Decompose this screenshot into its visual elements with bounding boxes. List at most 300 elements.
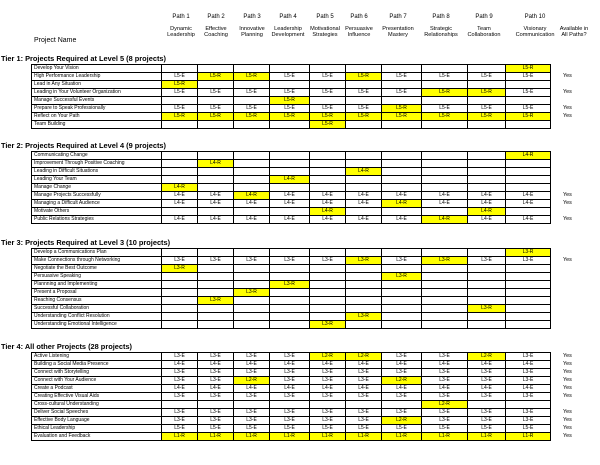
path-cell	[468, 65, 506, 73]
path-cell	[468, 401, 506, 409]
path-cell	[382, 121, 422, 129]
path-cell: L3-E	[422, 353, 468, 361]
path-cell	[198, 313, 234, 321]
path-cell: L3-R	[506, 249, 551, 257]
path-cell: L4-R	[382, 200, 422, 208]
path-cell	[234, 97, 270, 105]
path-cell: L4-E	[310, 192, 346, 200]
column-path-label: Path 5	[316, 14, 334, 20]
path-cell	[468, 321, 506, 329]
path-cell: L4-E	[162, 216, 198, 224]
column-path-label: Path 1	[172, 14, 190, 20]
path-cell: L5-E	[506, 73, 551, 81]
path-cell: L3-E	[346, 393, 382, 401]
path-cell: L5-E	[382, 89, 422, 97]
path-cell: L3-E	[162, 369, 198, 377]
column-path-name: Strategic	[429, 25, 453, 32]
column-path-label	[552, 14, 596, 21]
path-cell: L4-E	[270, 216, 310, 224]
project-name-cell: Cross-cultural Understanding	[32, 401, 162, 409]
project-name-cell: Develop Your Vision	[32, 65, 162, 73]
path-cell: L3-E	[468, 393, 506, 401]
path-cell	[270, 297, 310, 305]
project-name-cell: Manage Successful Events	[32, 97, 162, 105]
path-cell: L4-R	[310, 208, 346, 216]
path-cell: L4-E	[234, 200, 270, 208]
path-cell: L5-R	[270, 113, 310, 121]
path-cell: L5-R	[468, 113, 506, 121]
table-row	[32, 321, 551, 329]
path-cell	[422, 65, 468, 73]
path-cell: L4-E	[198, 385, 234, 393]
path-cell	[234, 65, 270, 73]
path-cell: L5-R	[198, 73, 234, 81]
path-cell: L4-E	[310, 361, 346, 369]
column-path-name: Communication	[515, 32, 555, 39]
path-cell: L4-E	[198, 361, 234, 369]
path-cell: L3-E	[422, 409, 468, 417]
column-path-name: Collaboration	[467, 32, 501, 39]
path-cell	[310, 152, 346, 160]
path-cell: L1-R	[270, 433, 310, 441]
path-cell	[198, 121, 234, 129]
path-cell	[468, 297, 506, 305]
path-cell	[310, 289, 346, 297]
path-cell: L5-E	[198, 89, 234, 97]
column-header-8	[419, 14, 463, 39]
path-cell: L5-E	[468, 425, 506, 433]
path-cell: L3-E	[234, 393, 270, 401]
path-cell: L1-R	[162, 433, 198, 441]
project-name-cell: Create a Podcast	[32, 385, 162, 393]
path-cell: L5-R	[382, 113, 422, 121]
path-cell	[234, 321, 270, 329]
path-cell: L3-E	[198, 377, 234, 385]
path-cell: L3-E	[270, 369, 310, 377]
path-cell: L3-E	[234, 353, 270, 361]
path-cell	[198, 184, 234, 192]
path-cell: L4-E	[162, 385, 198, 393]
path-cell	[506, 97, 551, 105]
path-cell: L3-E	[270, 257, 310, 265]
path-cell	[422, 208, 468, 216]
path-cell: L2-R	[234, 377, 270, 385]
path-cell	[234, 305, 270, 313]
project-name-cell: High Performance Leadership	[32, 73, 162, 81]
column-path-name: Available in	[559, 25, 589, 32]
path-cell: L4-E	[346, 361, 382, 369]
project-name-cell: Active Listening	[32, 353, 162, 361]
path-cell	[506, 160, 551, 168]
path-cell	[382, 249, 422, 257]
table-row	[32, 97, 551, 105]
project-name-cell: Reaching Consensus	[32, 297, 162, 305]
column-path-name: Dynamic	[170, 25, 192, 32]
path-cell: L4-R	[468, 208, 506, 216]
path-cell: L3-E	[506, 369, 551, 377]
path-cell: L4-E	[506, 385, 551, 393]
path-cell: L5-R	[270, 97, 310, 105]
table-row	[32, 113, 551, 121]
path-cell: L5-R	[422, 113, 468, 121]
path-cell	[346, 297, 382, 305]
path-cell	[234, 121, 270, 129]
path-cell: L4-E	[382, 385, 422, 393]
path-cell	[346, 321, 382, 329]
path-cell	[198, 249, 234, 257]
path-cell	[468, 249, 506, 257]
table-row	[32, 393, 551, 401]
path-cell	[270, 168, 310, 176]
path-cell: L1-R	[506, 433, 551, 441]
path-cell	[422, 152, 468, 160]
path-cell	[198, 97, 234, 105]
path-cell: L3-E	[270, 417, 310, 425]
table-row	[32, 313, 551, 321]
path-cell	[382, 297, 422, 305]
path-cell	[198, 265, 234, 273]
available-all-paths: Yes	[563, 385, 572, 391]
table-row	[32, 417, 551, 425]
path-cell: L4-E	[346, 200, 382, 208]
path-cell	[382, 265, 422, 273]
path-cell	[506, 305, 551, 313]
path-cell: L3-E	[346, 417, 382, 425]
path-cell: L4-R	[346, 168, 382, 176]
path-cell	[468, 273, 506, 281]
path-cell: L5-R	[234, 113, 270, 121]
path-cell: L3-E	[234, 417, 270, 425]
path-cell: L3-E	[506, 257, 551, 265]
project-name-cell: Creating Effective Visual Aids	[32, 393, 162, 401]
table-row	[32, 425, 551, 433]
path-cell	[506, 321, 551, 329]
path-cell: L4-E	[234, 216, 270, 224]
table-row	[32, 289, 551, 297]
path-cell	[422, 184, 468, 192]
project-name-cell: Leading Your Team	[32, 176, 162, 184]
path-cell: L3-E	[422, 369, 468, 377]
path-cell: L3-E	[422, 393, 468, 401]
path-cell	[422, 297, 468, 305]
path-cell	[162, 297, 198, 305]
column-path-label: Path 10	[524, 14, 546, 20]
path-cell	[270, 208, 310, 216]
path-cell: L3-E	[162, 417, 198, 425]
path-cell	[162, 121, 198, 129]
table-row	[32, 377, 551, 385]
project-name-cell: Managing a Difficult Audience	[32, 200, 162, 208]
path-cell	[198, 305, 234, 313]
path-cell: L4-E	[422, 200, 468, 208]
path-cell: L5-E	[234, 425, 270, 433]
project-name-cell: Present a Proposal	[32, 289, 162, 297]
column-path-name: Motivational	[310, 25, 340, 32]
path-cell	[346, 249, 382, 257]
path-cell: L5-E	[422, 105, 468, 113]
path-cell	[234, 297, 270, 305]
path-cell: L5-R	[382, 105, 422, 113]
path-cell: L5-E	[270, 425, 310, 433]
path-cell	[162, 176, 198, 184]
path-cell: L5-R	[198, 113, 234, 121]
path-cell: L5-E	[310, 105, 346, 113]
path-cell: L3-E	[468, 377, 506, 385]
path-cell: L2-R	[310, 353, 346, 361]
path-cell: L5-E	[346, 425, 382, 433]
path-cell: L4-E	[468, 192, 506, 200]
path-cell	[468, 176, 506, 184]
path-cell: L5-E	[422, 425, 468, 433]
table-row	[32, 265, 551, 273]
table-row	[32, 257, 551, 265]
path-cell: L5-R	[346, 113, 382, 121]
project-name-cell: Ethical Leadership	[32, 425, 162, 433]
path-cell: L5-E	[198, 105, 234, 113]
path-cell	[506, 208, 551, 216]
table-row	[32, 192, 551, 200]
path-cell: L4-E	[198, 216, 234, 224]
path-cell	[270, 305, 310, 313]
table-row	[32, 65, 551, 73]
project-name-cell: Deliver Social Speeches	[32, 409, 162, 417]
path-cell: L3-R	[198, 297, 234, 305]
path-cell	[270, 121, 310, 129]
path-cell	[270, 289, 310, 297]
table-row	[32, 249, 551, 257]
path-cell: L5-E	[346, 89, 382, 97]
path-cell	[506, 281, 551, 289]
path-cell: L3-E	[468, 417, 506, 425]
column-path-name: Persuasive	[345, 25, 373, 32]
path-cell	[382, 176, 422, 184]
project-name-cell: Reflect on Your Path	[32, 113, 162, 121]
path-cell: L3-E	[198, 257, 234, 265]
path-cell: L5-E	[270, 105, 310, 113]
path-cell	[198, 65, 234, 73]
path-cell: L4-E	[198, 192, 234, 200]
path-cell	[506, 184, 551, 192]
project-name-cell: Improvement Through Positive Coaching	[32, 160, 162, 168]
path-cell	[310, 305, 346, 313]
path-cell	[382, 208, 422, 216]
path-cell: L3-R	[234, 289, 270, 297]
path-cell: L5-R	[346, 73, 382, 81]
path-cell: L5-E	[468, 105, 506, 113]
path-cell: L3-E	[506, 353, 551, 361]
path-cell: L3-E	[162, 409, 198, 417]
table-row	[32, 105, 551, 113]
path-cell	[468, 184, 506, 192]
path-cell	[422, 281, 468, 289]
path-cell	[422, 289, 468, 297]
column-path-label: Path 9	[475, 14, 493, 20]
path-cell	[382, 160, 422, 168]
path-cell	[234, 152, 270, 160]
project-name-cell: Successful Collaboration	[32, 305, 162, 313]
path-cell	[270, 401, 310, 409]
path-cell	[468, 121, 506, 129]
path-cell	[422, 97, 468, 105]
path-cell	[506, 265, 551, 273]
path-cell	[506, 81, 551, 89]
table-row	[32, 385, 551, 393]
path-cell: L4-E	[310, 216, 346, 224]
path-cell: L3-E	[422, 417, 468, 425]
path-cell	[346, 265, 382, 273]
tier-title: Tier 3: Projects Required at Level 3 (10 projects)	[1, 238, 171, 247]
path-cell	[162, 401, 198, 409]
path-cell: L1-R	[198, 433, 234, 441]
path-cell	[506, 297, 551, 305]
path-cell: L2-R	[346, 353, 382, 361]
path-cell: L5-E	[162, 105, 198, 113]
path-cell	[310, 168, 346, 176]
path-cell	[382, 321, 422, 329]
path-cell: L3-E	[270, 377, 310, 385]
path-cell: L3-E	[270, 393, 310, 401]
path-cell: L3-E	[198, 353, 234, 361]
path-cell: L4-R	[506, 152, 551, 160]
path-cell	[346, 121, 382, 129]
project-name-cell: Effective Body Language	[32, 417, 162, 425]
path-cell: L4-E	[162, 361, 198, 369]
path-cell	[162, 65, 198, 73]
path-cell	[310, 313, 346, 321]
path-cell: L4-R	[162, 184, 198, 192]
path-cell	[198, 281, 234, 289]
path-cell: L4-E	[382, 361, 422, 369]
path-cell: L2-R	[382, 377, 422, 385]
path-cell: L1-R	[422, 433, 468, 441]
path-cell: L5-E	[234, 89, 270, 97]
path-cell: L5-E	[346, 105, 382, 113]
path-cell: L5-E	[198, 425, 234, 433]
path-cell: L4-E	[234, 361, 270, 369]
column-path-name: Leadership	[167, 32, 195, 39]
available-all-paths: Yes	[563, 361, 572, 367]
available-all-paths: Yes	[563, 192, 572, 198]
path-cell	[422, 168, 468, 176]
path-cell	[468, 160, 506, 168]
path-cell	[468, 313, 506, 321]
path-cell: L4-E	[422, 361, 468, 369]
path-cell	[346, 97, 382, 105]
path-cell: L5-R	[506, 65, 551, 73]
path-cell: L4-E	[346, 216, 382, 224]
path-cell: L4-E	[506, 361, 551, 369]
project-name-cell: Plannning and Implementing	[32, 281, 162, 289]
path-cell	[310, 160, 346, 168]
path-cell	[162, 208, 198, 216]
path-cell	[270, 321, 310, 329]
path-cell	[310, 97, 346, 105]
path-cell	[382, 305, 422, 313]
path-cell: L3-E	[198, 393, 234, 401]
path-cell	[270, 65, 310, 73]
path-cell: L3-E	[310, 377, 346, 385]
path-cell	[234, 313, 270, 321]
table-row	[32, 409, 551, 417]
path-cell: L3-E	[234, 257, 270, 265]
path-cell: L4-E	[270, 192, 310, 200]
project-name-cell: Manage Change	[32, 184, 162, 192]
path-cell: L1-R	[234, 433, 270, 441]
path-cell	[310, 249, 346, 257]
column-header-2	[198, 14, 234, 39]
path-cell	[270, 184, 310, 192]
path-cell: L5-E	[382, 425, 422, 433]
path-cell: L5-E	[234, 105, 270, 113]
table-row	[32, 81, 551, 89]
path-cell	[270, 152, 310, 160]
table-row	[32, 184, 551, 192]
path-cell	[310, 273, 346, 281]
path-cell	[162, 97, 198, 105]
available-all-paths: Yes	[563, 216, 572, 222]
path-cell	[468, 81, 506, 89]
column-header-9	[462, 14, 506, 39]
column-path-name: Visionary	[523, 25, 547, 32]
table-row	[32, 305, 551, 313]
path-cell	[468, 97, 506, 105]
tier-table	[31, 248, 551, 329]
path-cell	[468, 281, 506, 289]
column-header-11	[552, 14, 596, 39]
path-cell: L5-E	[506, 105, 551, 113]
path-cell: L5-R	[162, 81, 198, 89]
path-cell: L3-E	[198, 417, 234, 425]
path-cell	[198, 176, 234, 184]
path-cell: L5-E	[310, 425, 346, 433]
table-row	[32, 89, 551, 97]
path-cell	[506, 273, 551, 281]
path-cell: L3-R	[468, 305, 506, 313]
tier-table	[31, 151, 551, 224]
tier-table	[31, 64, 551, 129]
path-cell: L1-R	[468, 433, 506, 441]
path-cell: L5-R	[310, 121, 346, 129]
project-name-cell: Public Relations Strategies	[32, 216, 162, 224]
path-cell	[234, 81, 270, 89]
path-cell	[310, 401, 346, 409]
path-cell	[234, 273, 270, 281]
table-row	[32, 281, 551, 289]
path-cell: L4-R	[270, 176, 310, 184]
project-name-cell: Building a Social Media Presence	[32, 361, 162, 369]
project-name-cell: Leading in Your Volunteer Organization	[32, 89, 162, 97]
path-cell: L4-R	[198, 160, 234, 168]
path-cell	[270, 160, 310, 168]
available-all-paths: Yes	[563, 105, 572, 111]
column-header-3	[234, 14, 270, 39]
table-row	[32, 273, 551, 281]
project-name-cell: Understanding Emotional Intelligence	[32, 321, 162, 329]
table-row	[32, 353, 551, 361]
path-cell	[506, 168, 551, 176]
path-cell	[422, 321, 468, 329]
path-cell	[234, 160, 270, 168]
path-cell: L3-E	[162, 257, 198, 265]
table-row	[32, 168, 551, 176]
project-name-cell: Persuasive Speaking	[32, 273, 162, 281]
table-row	[32, 369, 551, 377]
path-cell: L3-E	[310, 409, 346, 417]
column-path-name: Development	[271, 32, 305, 39]
path-cell: L5-E	[506, 425, 551, 433]
path-cell	[382, 401, 422, 409]
path-cell: L3-E	[310, 393, 346, 401]
